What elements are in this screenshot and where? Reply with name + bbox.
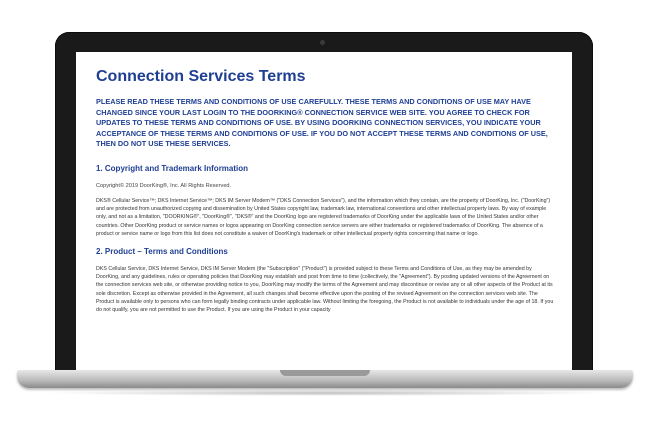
section-body-product: DKS Cellular Service, DKS Internet Service, DKS IM Server Modem (the "Subscription" ("Product") is provided subject to these Terms and Conditions of Use, as they may be amended by DoorKing, and any guidelines, rules or operating policies that DoorKing may establish and post from time to time (collectively, the "Agreement"). By posting updated versions of the Agreement on the connection services web site, or otherwise providing notice to you, DoorKing may modify the terms of the Agreement and may discontinue or revise any or all other aspects of the Product at its sole discretion. Except as otherwise provided in the Agreement, all such changes shall become effective upon the posting of the revised Agreement on the connection services web site. The Product is available only to persons who can form legally binding contracts under applicable law. Without limiting the foregoing, the Product is not available to individuals under the age of 18. If you do not qualify, you are not permitted to use the Product. If you are using the Product in your capacity bbox=[96, 265, 554, 313]
terms-document bbox=[96, 68, 556, 323]
section-heading-copyright: 1. Copyright and Trademark Information bbox=[96, 163, 249, 173]
copyright-line: Copyright© 2019 DoorKing®, Inc. All Rights Reserved. bbox=[96, 182, 232, 189]
laptop-shadow bbox=[40, 390, 610, 396]
laptop-notch bbox=[280, 370, 370, 376]
section-heading-product: 2. Product – Terms and Conditions bbox=[96, 246, 228, 256]
webcam-icon bbox=[320, 40, 325, 45]
laptop-screen bbox=[76, 52, 572, 370]
page-title: Connection Services Terms bbox=[96, 68, 306, 85]
terms-notice: PLEASE READ THESE TERMS AND CONDITIONS OF USE CAREFULLY. THESE TERMS AND CONDITIONS OF USE MAY HAVE CHANGED SINCE YOUR LAST LOGIN TO THE DOORKING® CONNECTION SERVICE WEB SITE. YOU AGREE TO CHECK FOR UPDATES TO THESE TERMS AND CONDITIONS OF USE. BY USING DOORKING CONNECTION SERVICES, YOU INDICATE YOUR ACCEPTANCE OF THESE TERMS AND CONDITIONS OF USE. IF YOU DO NOT ACCEPT THESE TERMS AND CONDITIONS OF USE, THEN DO NOT USE THESE SERVICES. bbox=[96, 97, 548, 149]
section-body-copyright: DKS® Cellular Service™; DKS Internet Service™; DKS IM Server Modem™ ("DKS Connection Services"), and the information which they contain, are the property of DoorKing, Inc. ("DoorKing") and are protected from unauthorized copying and dissemination by United States copyright law, trademark law, international conventions and other intellectual property laws. By way of example only, and not as a limitation, "DOORKING®", "DoorKing®", "DKS®" and the DoorKing logo are registered trademarks of DoorKing under the applicable laws of the United States and/or other countries. Other DoorKing product or service names or logos appearing on DoorKing connection service servers are either trademarks or registered trademarks of DoorKing. The absence of a product or service name or logo from this list does not constitute a waiver of DoorKing's trademark or other intellectual property rights concerning that name or logo. bbox=[96, 197, 551, 237]
